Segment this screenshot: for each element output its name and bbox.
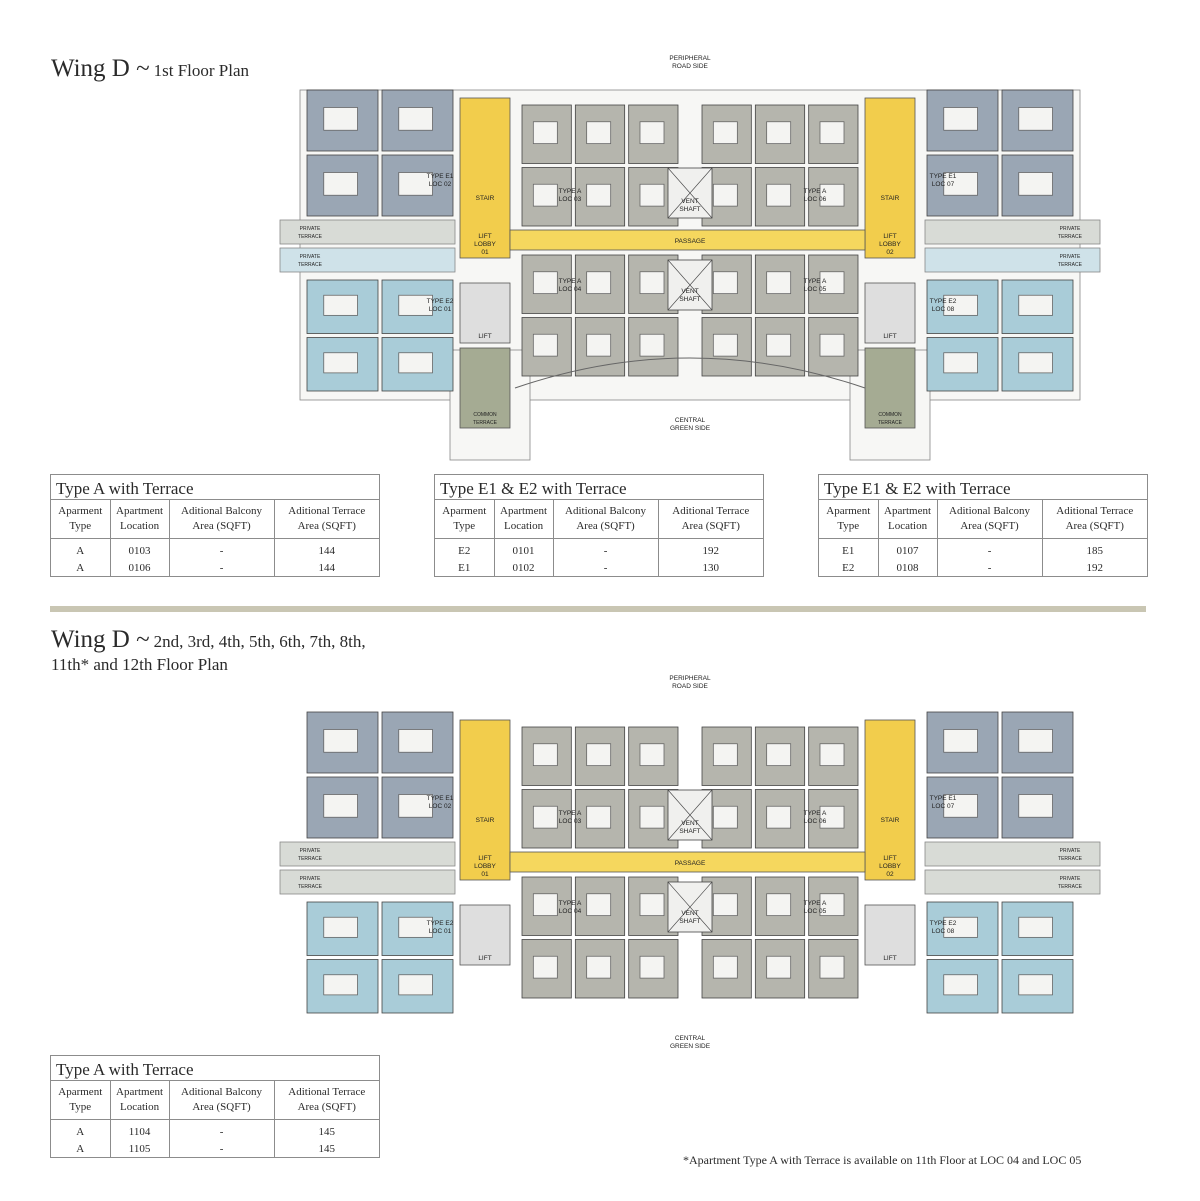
table-cell: - (937, 559, 1042, 576)
furniture (1019, 917, 1053, 937)
private-terrace (925, 870, 1100, 894)
furniture (767, 956, 791, 978)
private-terrace-label: PRIVATE TERRACE (298, 876, 322, 890)
private-terrace-label: PRIVATE TERRACE (1058, 848, 1082, 862)
furniture (587, 806, 611, 828)
table-row (51, 1140, 379, 1157)
table-cell: 0106 (110, 559, 169, 576)
furniture (1019, 295, 1053, 315)
furniture (533, 894, 557, 916)
furniture (1019, 173, 1053, 196)
table-type-e-terrace-2 (818, 474, 1148, 577)
column-header: Aditional Balcony Area (SQFT) (169, 1081, 274, 1120)
table-row (51, 559, 379, 576)
column-header: Apartment Location (110, 500, 169, 539)
furniture (640, 334, 664, 356)
furniture (533, 122, 557, 144)
table-cell: A (51, 1120, 110, 1141)
table-cell: 192 (1086, 561, 1103, 574)
unit-label-loc01: TYPE E2 LOC 01 (426, 920, 454, 935)
table-cell: - (169, 539, 274, 560)
furniture (713, 334, 737, 356)
green-side-label: CENTRAL GREEN SIDE (669, 1035, 711, 1050)
furniture (1019, 795, 1053, 818)
unit-label-loc06: TYPE A LOC 06 (803, 810, 827, 825)
unit-label-loc06: TYPE A LOC 06 (803, 188, 827, 203)
private-terrace-label: PRIVATE TERRACE (1058, 876, 1082, 890)
private-terrace-label: PRIVATE TERRACE (298, 226, 322, 240)
unit-label-loc07: TYPE E1 LOC 07 (929, 173, 957, 188)
furniture (533, 184, 557, 206)
furniture (767, 334, 791, 356)
column-header: Aditional Balcony Area (SQFT) (553, 500, 658, 539)
vent-label-top: VENT SHAFT (679, 820, 701, 835)
column-header: Aparment Type (51, 500, 110, 539)
column-header: Apartment Location (110, 1081, 169, 1120)
furniture (640, 744, 664, 766)
furniture (587, 184, 611, 206)
furniture (587, 894, 611, 916)
table-cell: - (553, 539, 658, 560)
table-cell: A (51, 559, 110, 576)
green-side-label: CENTRAL GREEN SIDE (669, 417, 711, 432)
furniture (399, 353, 433, 373)
column-header: Aditional Balcony Area (SQFT) (937, 500, 1042, 539)
furniture (944, 108, 978, 131)
section2-title-sub-line1: 2nd, 3rd, 4th, 5th, 6th, 7th, 8th, (153, 632, 366, 651)
furniture (587, 334, 611, 356)
furniture (324, 353, 358, 373)
furniture (324, 295, 358, 315)
passage-label: PASSAGE (674, 860, 706, 867)
table-cell: A (51, 539, 110, 560)
furniture (767, 184, 791, 206)
unit-label-loc03: TYPE A LOC 03 (558, 810, 582, 825)
column-header: Aditional Balcony Area (SQFT) (169, 500, 274, 539)
furniture (1019, 975, 1053, 995)
section1-title-main: Wing D ~ (51, 55, 150, 82)
common-terrace-label: COMMON TERRACE (473, 412, 497, 426)
table-cell: 185 (1086, 544, 1103, 557)
furniture (767, 272, 791, 294)
furniture (587, 744, 611, 766)
stair-label-right: STAIR (880, 195, 900, 202)
unit-label-loc04: TYPE A LOC 04 (558, 900, 582, 915)
furniture (399, 730, 433, 753)
furniture (640, 956, 664, 978)
furniture (1019, 108, 1053, 131)
unit-label-loc02: TYPE E1 LOC 02 (426, 173, 454, 188)
furniture (399, 975, 433, 995)
furniture (324, 730, 358, 753)
stair-label-right: STAIR (880, 817, 900, 824)
furniture (533, 806, 557, 828)
unit-label-loc07: TYPE E1 LOC 07 (929, 795, 957, 810)
furniture (640, 272, 664, 294)
table-row (435, 559, 763, 576)
lift-label-right: LIFT (883, 955, 897, 962)
column-header: Aditional Terrace Area (SQFT) (658, 500, 763, 539)
floor-plan-1st (270, 50, 1110, 470)
lobby01-label: LIFT LOBBY 01 (474, 233, 496, 256)
table-caption: Type A with Terrace (51, 1056, 379, 1081)
furniture (324, 795, 358, 818)
unit-label-loc08: TYPE E2 LOC 08 (929, 920, 957, 935)
column-header: Aditional Terrace Area (SQFT) (274, 1081, 379, 1120)
furniture (767, 122, 791, 144)
furniture (713, 184, 737, 206)
table-cell: E1 (819, 539, 878, 560)
column-header: Apartment Location (878, 500, 937, 539)
table-row (51, 539, 379, 560)
furniture (713, 744, 737, 766)
furniture (587, 956, 611, 978)
section1-title (51, 55, 249, 83)
table-cell: 0108 (878, 559, 937, 576)
private-terrace (280, 248, 455, 272)
furniture (944, 353, 978, 373)
private-terrace (280, 870, 455, 894)
table-cell: 0101 (494, 539, 553, 560)
unit-label-loc05: TYPE A LOC 05 (803, 278, 827, 293)
furniture (587, 272, 611, 294)
private-terrace (280, 842, 455, 866)
table-type-a-terrace-2 (50, 1055, 380, 1158)
table-row (819, 539, 1147, 560)
lift-label-right: LIFT (883, 333, 897, 340)
furniture (944, 975, 978, 995)
vent-label-top: VENT SHAFT (679, 198, 701, 213)
column-header: Aparment Type (435, 500, 494, 539)
furniture (640, 184, 664, 206)
data-table (51, 500, 379, 576)
unit-label-loc05: TYPE A LOC 05 (803, 900, 827, 915)
table-cell: 1104 (110, 1120, 169, 1141)
stair-label-left: STAIR (475, 195, 495, 202)
table-cell: 144 (318, 544, 335, 557)
furniture (587, 122, 611, 144)
table-type-e-terrace-1 (434, 474, 764, 577)
furniture (767, 744, 791, 766)
data-table (819, 500, 1147, 576)
furniture (820, 744, 844, 766)
table-cell: - (937, 539, 1042, 560)
footnote: *Apartment Type A with Terrace is available on 11th Floor at LOC 04 and LOC 05 (683, 1153, 1082, 1167)
private-terrace-label: PRIVATE TERRACE (1058, 254, 1082, 268)
column-header: Aparment Type (819, 500, 878, 539)
table-caption: Type A with Terrace (51, 475, 379, 500)
unit-label-loc02: TYPE E1 LOC 02 (426, 795, 454, 810)
furniture (713, 272, 737, 294)
section2-title-main: Wing D ~ (51, 626, 150, 653)
table-cell: 144 (318, 561, 335, 574)
table-cell: E2 (819, 559, 878, 576)
lift-label-left: LIFT (478, 333, 492, 340)
furniture (820, 956, 844, 978)
furniture (713, 122, 737, 144)
furniture (1019, 353, 1053, 373)
table-cell: 0107 (878, 539, 937, 560)
vent-label-bottom: VENT SHAFT (679, 910, 701, 925)
table-type-a-terrace-1 (50, 474, 380, 577)
table-row (819, 559, 1147, 576)
table-cell: - (553, 559, 658, 576)
table-row (51, 1120, 379, 1141)
private-terrace (280, 220, 455, 244)
road-side-label: PERIPHERAL ROAD SIDE (669, 675, 711, 690)
common-terrace-label: COMMON TERRACE (878, 412, 902, 426)
table-caption: Type E1 & E2 with Terrace (435, 475, 763, 500)
table-cell: E2 (435, 539, 494, 560)
furniture (944, 730, 978, 753)
furniture (767, 894, 791, 916)
table-caption: Type E1 & E2 with Terrace (819, 475, 1147, 500)
private-terrace (925, 248, 1100, 272)
furniture (324, 917, 358, 937)
unit-label-loc04: TYPE A LOC 04 (558, 278, 582, 293)
table-cell: 0102 (494, 559, 553, 576)
furniture (324, 975, 358, 995)
floor-plan-typical (270, 672, 1110, 1057)
furniture (767, 806, 791, 828)
unit-label-loc08: TYPE E2 LOC 08 (929, 298, 957, 313)
table-cell: - (169, 559, 274, 576)
furniture (324, 108, 358, 131)
furniture (324, 173, 358, 196)
private-terrace (925, 842, 1100, 866)
furniture (640, 806, 664, 828)
data-table (51, 1081, 379, 1157)
furniture (820, 122, 844, 144)
private-terrace-label: PRIVATE TERRACE (298, 848, 322, 862)
furniture (533, 272, 557, 294)
table-cell: E1 (435, 559, 494, 576)
column-header: Aditional Terrace Area (SQFT) (274, 500, 379, 539)
furniture (713, 806, 737, 828)
table-row (435, 539, 763, 560)
unit-label-loc03: TYPE A LOC 03 (558, 188, 582, 203)
lift-label-left: LIFT (478, 955, 492, 962)
table-cell: 0103 (110, 539, 169, 560)
private-terrace-label: PRIVATE TERRACE (298, 254, 322, 268)
data-table (435, 500, 763, 576)
lobby02-label: LIFT LOBBY 02 (879, 233, 901, 256)
column-header: Apartment Location (494, 500, 553, 539)
furniture (1019, 730, 1053, 753)
table-cell: 145 (318, 1142, 335, 1155)
section2-title-sub-line2: 11th* and 12th Floor Plan (51, 655, 228, 674)
passage-label: PASSAGE (674, 238, 706, 245)
furniture (820, 334, 844, 356)
table-cell: 1105 (110, 1140, 169, 1157)
furniture (640, 122, 664, 144)
private-terrace (925, 220, 1100, 244)
private-terrace-label: PRIVATE TERRACE (1058, 226, 1082, 240)
lobby02-label: LIFT LOBBY 02 (879, 855, 901, 878)
unit-label-loc01: TYPE E2 LOC 01 (426, 298, 454, 313)
column-header: Aparment Type (51, 1081, 110, 1120)
vent-label-bottom: VENT SHAFT (679, 288, 701, 303)
furniture (533, 956, 557, 978)
table-cell: 130 (702, 561, 719, 574)
furniture (399, 108, 433, 131)
lobby01-label: LIFT LOBBY 01 (474, 855, 496, 878)
furniture (713, 956, 737, 978)
road-side-label: PERIPHERAL ROAD SIDE (669, 55, 711, 70)
furniture (533, 334, 557, 356)
section-divider (50, 606, 1146, 612)
furniture (640, 894, 664, 916)
table-cell: 192 (702, 544, 719, 557)
section1-title-sub: 1st Floor Plan (153, 61, 250, 80)
table-cell: - (169, 1120, 274, 1141)
table-cell: - (169, 1140, 274, 1157)
furniture (713, 894, 737, 916)
table-cell: 145 (318, 1125, 335, 1138)
table-cell: A (51, 1140, 110, 1157)
column-header: Aditional Terrace Area (SQFT) (1042, 500, 1147, 539)
stair-label-left: STAIR (475, 817, 495, 824)
section2-title (51, 626, 451, 675)
furniture (533, 744, 557, 766)
